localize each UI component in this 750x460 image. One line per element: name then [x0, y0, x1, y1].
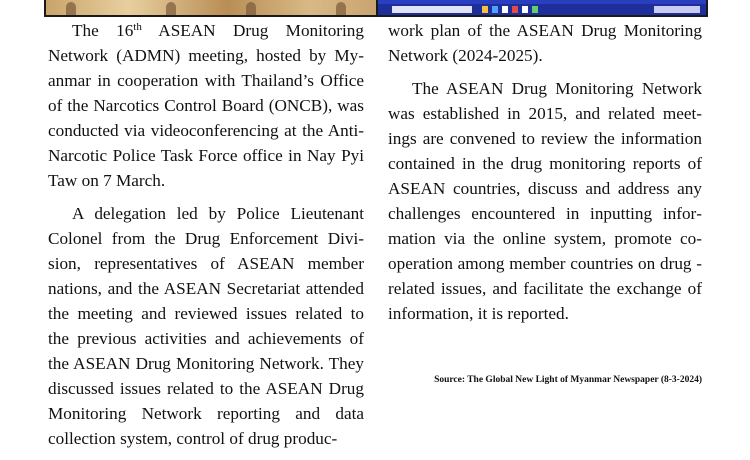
person-figure [166, 2, 176, 15]
taskbar-app-icon [492, 6, 498, 13]
taskbar-search [392, 6, 472, 13]
article-left-column [48, 18, 364, 459]
taskbar [378, 4, 706, 15]
meeting-room-photo [46, 0, 376, 15]
article-photo [44, 0, 708, 17]
paragraph-text: ASEAN Drug Monitoring Network (ADMN) meeting, hosted by Myanmar in cooperation with Thailand’s Office of the Narcotics Control Board (ONCB), was conducted via videoconferencing at the Anti-Narcotic Police Task Force office in Nay Pyi Taw on 7 March. [48, 21, 364, 190]
ordinal-suffix: th [133, 21, 142, 33]
taskbar-app-icon [532, 6, 538, 13]
person-figure [246, 2, 256, 15]
video-conference-screen-photo [378, 0, 706, 15]
taskbar-app-icon [502, 6, 508, 13]
taskbar-app-icon [512, 6, 518, 13]
person-figure [336, 2, 346, 15]
article-paragraph-3: The ASEAN Drug Monitoring Network was established in 2015, and related meetings are convened to review the information contained in the drug monitoring reports of ASEAN countries, discuss and address any challenges encountered in inputting information via the online system, promote cooperation among member countries on drug -related issues, and facilitate the exchange of information, it is reported. [388, 79, 702, 323]
person-figure [66, 2, 76, 15]
taskbar-app-icon [482, 6, 488, 13]
article-source-credit: Source: The Global New Light of Myanmar Newspaper (8-3-2024) [434, 375, 702, 385]
article-paragraph-2-continued: work plan of the ASEAN Drug Monitoring Network (2024-2025). [388, 21, 702, 65]
article-paragraph-2: A delegation led by Police Lieutenant Colonel from the Drug Enforcement Division, representatives of ASEAN member nations, and the ASEAN Secretariat attended the meeting and reviewed issues related to the previous activities and achievements of the ASEAN Drug Monitoring Network. They discussed issues related to the ASEAN Drug Monitoring Network reporting and data collection system, control of drug produc- [48, 204, 364, 448]
article-right-column [388, 18, 702, 334]
paragraph-text: The 16 [72, 21, 134, 40]
taskbar-clock [654, 6, 700, 13]
article-paragraph-1 [48, 18, 364, 193]
taskbar-app-icon [522, 6, 528, 13]
